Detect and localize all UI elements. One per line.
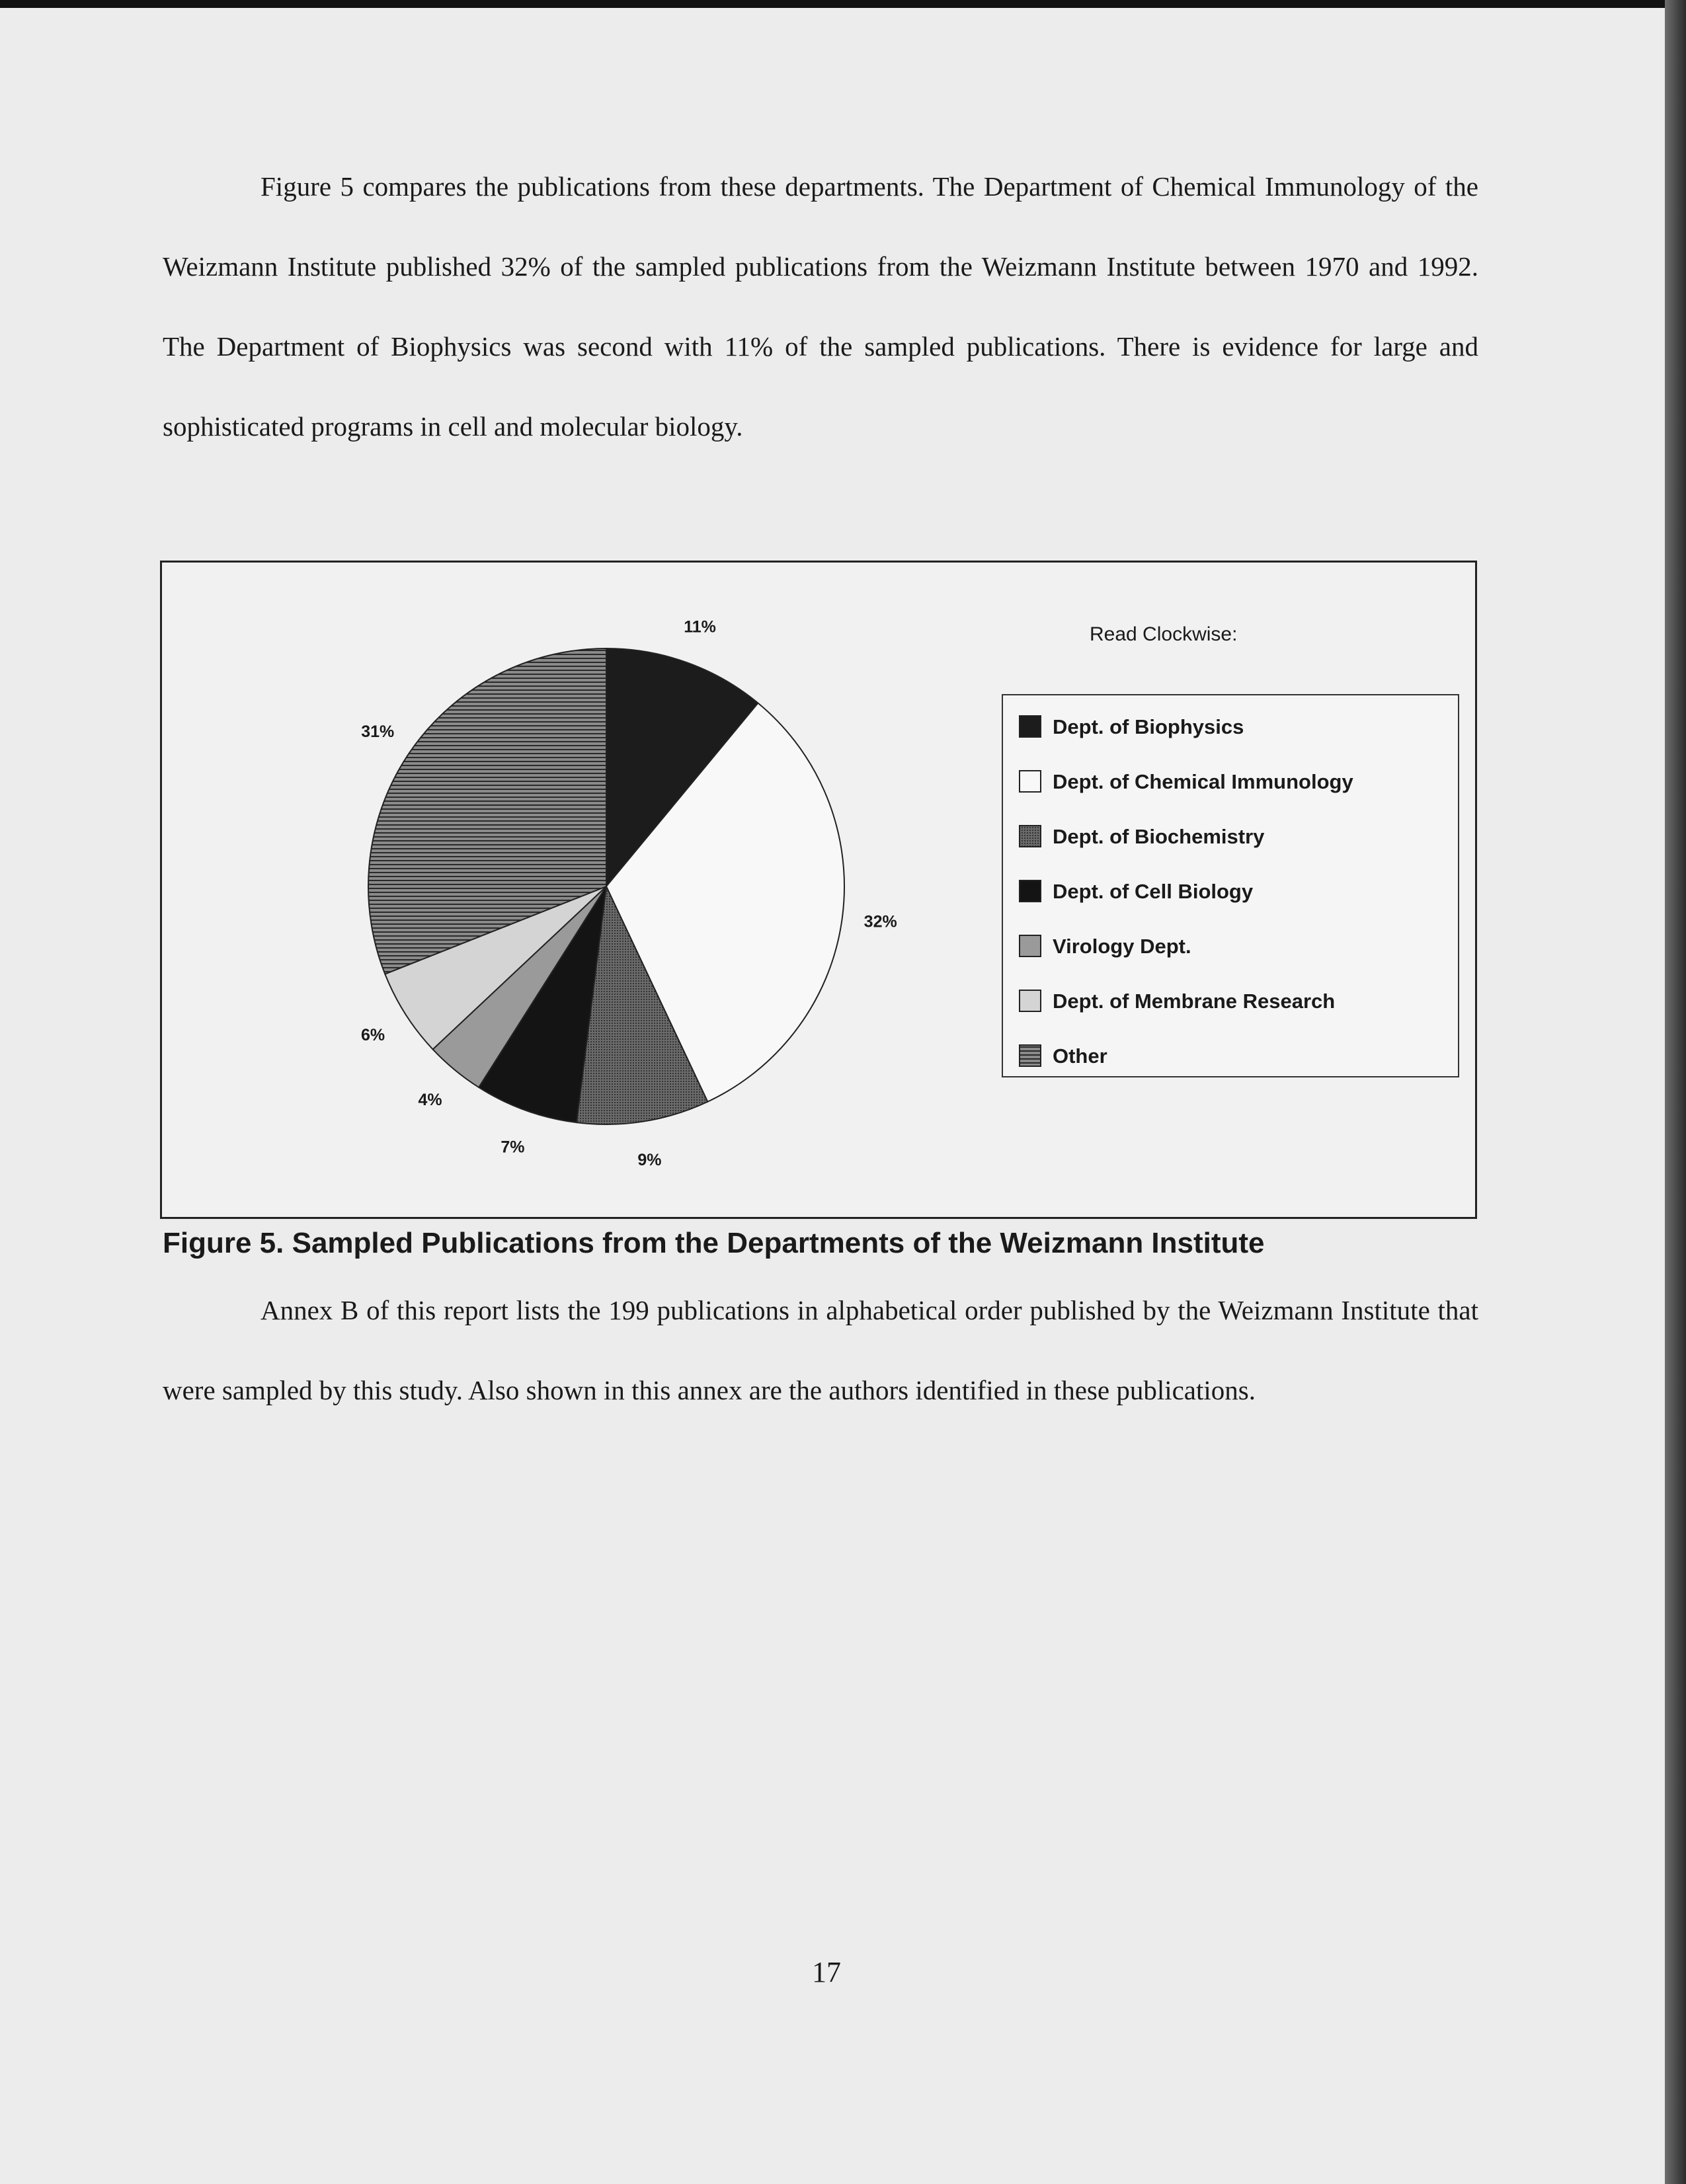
legend-label-dept-of-chemical-immunology: Dept. of Chemical Immunology [1053, 770, 1353, 793]
pie-label-virology-dept: 4% [418, 1091, 442, 1110]
legend-swatch-dept-of-chemical-immunology [1020, 771, 1041, 792]
body-paragraph-2 [163, 1270, 1478, 1430]
legend-label-virology-dept: Virology Dept. [1053, 935, 1191, 958]
legend-swatch-dept-of-cell-biology [1020, 880, 1041, 902]
pie-label-dept-of-biochemistry: 9% [637, 1150, 662, 1169]
pie-slices [368, 648, 844, 1124]
figure-caption: Figure 5. Sampled Publications from the Departments of the Weizmann Institute [163, 1227, 1265, 1259]
pie-label-dept-of-biophysics: 11% [684, 617, 716, 637]
pie-label-dept-of-chemical-immunology: 32% [863, 912, 897, 931]
paragraph-1-text: Figure 5 compares the publications from these departments. The Department of Chemical Immunology of the Weizmann Institute published 32% of the sampled publications from the Weizmann Institute between 1970 and 1992. The Department of Biophysics was second with 11% of the sampled publications. There is evidence for large and sophisticated programs in cell and molecular biology. [163, 171, 1478, 442]
legend-label-dept-of-biophysics: Dept. of Biophysics [1053, 715, 1244, 738]
pie-label-other: 31% [361, 722, 395, 742]
figure-5-chart-box [160, 561, 1477, 1219]
scan-top-edge [0, 0, 1686, 8]
read-clockwise-note: Read Clockwise: [1090, 623, 1238, 645]
page-number: 17 [812, 1956, 841, 1988]
legend-swatch-other [1020, 1045, 1041, 1066]
scan-right-edge [1665, 0, 1686, 2184]
pie-chart [162, 563, 1475, 1217]
legend-label-dept-of-biochemistry: Dept. of Biochemistry [1053, 825, 1265, 848]
legend-label-other: Other [1053, 1044, 1107, 1068]
paragraph-2-text: Annex B of this report lists the 199 publications in alphabetical order published by the Weizmann Institute that were sampled by this study. Also shown in this annex are the authors identified in these publications. [163, 1295, 1478, 1405]
legend-label-dept-of-membrane-research: Dept. of Membrane Research [1053, 990, 1336, 1013]
pie-label-dept-of-membrane-research: 6% [361, 1025, 385, 1044]
legend-swatch-virology-dept [1020, 935, 1041, 956]
legend-swatch-dept-of-biochemistry [1020, 826, 1041, 847]
legend-swatch-dept-of-membrane-research [1020, 990, 1041, 1011]
body-paragraph-1 [163, 147, 1478, 467]
legend-swatch-dept-of-biophysics [1020, 716, 1041, 737]
legend-label-dept-of-cell-biology: Dept. of Cell Biology [1053, 880, 1254, 903]
pie-label-dept-of-cell-biology: 7% [501, 1138, 525, 1157]
